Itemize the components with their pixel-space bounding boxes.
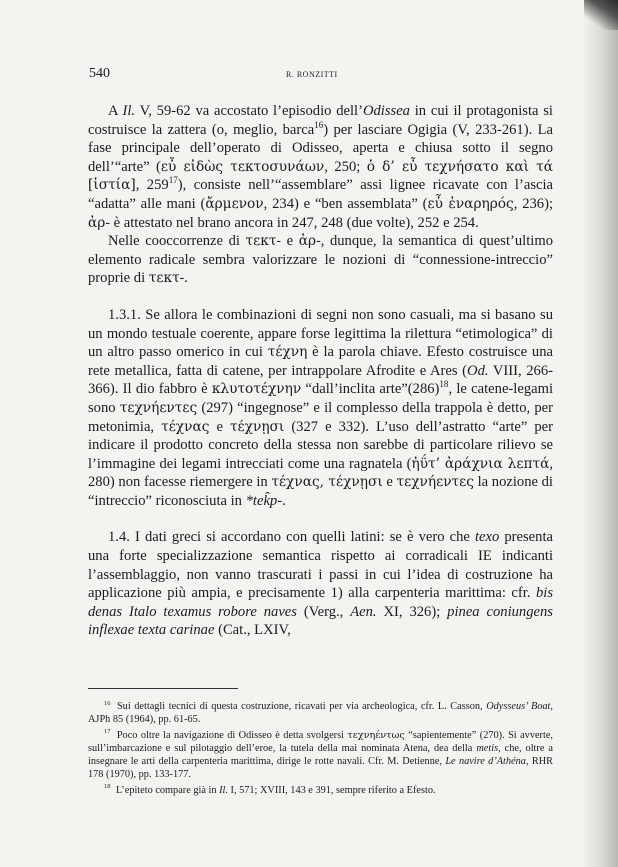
footnote-number: 16 [104,699,111,707]
text-span: . [282,492,286,509]
text-span: (297) “ingegnose” e il complesso della trappola è detto, per metonimia, [88,399,553,435]
footnotes [88,688,553,799]
text-span: XI, 326); [376,603,448,620]
greek-span: ὁ δ’ εὖ τεχνήσατο καὶ τά [ἱστία] [88,158,554,194]
greek-span: τεκτ- [245,233,282,250]
text-span: , 259 [135,177,169,194]
text-span: Nelle cooccorrenze di [108,233,246,250]
greek-span: κλυτοτέχνην [211,381,302,398]
greek-span: τέχνῃσι [229,418,285,435]
paragraph [88,232,553,288]
footnote-ref: 18 [439,379,449,390]
text-span: e [281,233,299,250]
text-span: , 250; [324,158,367,175]
text-span: ), consiste nell’“assemblare” assi lignee ricavate con l’ascia “adatta” alle mani ( [88,177,554,212]
text-span: , le catene-legami sono [88,381,553,416]
text-span: A [108,103,123,119]
italic-span: Odysseus’ Boat [486,701,551,712]
greek-span: τέχνας, τέχνῃσι [271,474,383,491]
text-span: in cui il protagonista si costruisce la zattera (o, meglio, barca [88,103,553,138]
greek-span: εὖ εἰδὼς τεκτοσυνάων [160,158,325,175]
page-number: 540 [89,66,110,81]
text-span: , dunque, la semantica di quest’ultimo elemento radicale sembra valorizzare le nozioni di “connessione-intreccio” proprie di [88,233,553,287]
italic-span: *tek̑p- [245,492,283,509]
text-span: , 236); [513,195,554,212]
italic-span: Il. [122,103,136,119]
text-span: è attestato nel brano ancora in 247, 248 (due volte), 252 e 254. [109,214,479,231]
footnote [88,784,553,797]
page-edge-shadow [582,0,618,867]
italic-span: Odissea [362,103,410,119]
main-text [88,102,553,640]
text-span: è la parola chiave. Efesto costruisce una rete metallica, fatta di catene, per intrappolare Afrodite e Ares ( [88,344,554,379]
text-span: 1.3.1. Se allora le combinazioni di segni non sono casuali, ma si basano su un mondo testuale coerente, appare forse legittima la rilettura “etimologica” di un altro passo omerico in cui [88,306,553,361]
footnote-ref: 16 [314,119,324,130]
text-span: (Cat., LXIV, [214,622,291,639]
footnote-ref: 17 [168,175,178,186]
italic-span: Il. [219,784,228,796]
text-span: , AJPh 85 (1964), pp. 61-65. [88,701,553,726]
footnote [88,700,553,727]
text-span: L’epiteto compare già in [113,784,220,796]
greek-span: ἀρ- [298,233,321,250]
text-span: (Verg., [296,603,351,620]
running-head: R. RONZITTI [286,70,338,79]
text-span: V, 59-62 va accostato l’episodio dell’ [135,103,363,119]
text-span: la nozione di “intreccio” riconosciuta in [88,474,553,509]
page-corner-fold [584,0,618,30]
footnote-number: 18 [104,783,111,791]
text-span: , RHR 178 (1970), pp. 133-177. [88,756,554,781]
greek-span: τεκτ- [148,270,185,287]
italic-span: bis denas Italo texamus robore naves [88,585,553,620]
paragraph [88,102,553,232]
text-span: “sapientemente” (270). Si avverte, sull’imbarcazione e sul pilotaggio dell’eroe, la tutela della mai nominata Atena, dea della [88,729,553,754]
text-span: e [382,474,397,491]
greek-span: τεχνήεντες [119,399,198,416]
italic-span: Od. [467,362,489,379]
greek-span: τεχνηέντως [347,729,405,741]
text-span: 1.4. I dati greci si accordano con quelli latini: se è vero che [108,529,475,546]
text-span: e [209,418,230,435]
greek-span: εὖ ἐναρηρός [427,195,514,212]
greek-span: τεχνήεντες [396,474,474,491]
italic-span: Le navire d’Athéna [445,756,526,768]
greek-span: τέχνας [161,418,210,435]
text-span: . [184,270,188,287]
greek-span: τέχνη [267,344,308,361]
text-span: “dall’inclita arte”(286) [301,381,440,398]
text-span: , 234) e “ben assemblata” ( [263,195,428,212]
greek-span: ἀρ- [88,214,110,231]
italic-span: metis [476,742,499,754]
paragraph [88,306,553,511]
greek-span: ἄρμενον [205,195,264,212]
paragraph [88,528,553,640]
footnote-rule [88,688,238,689]
text-span: ) per lasciare Ogigia (V, 233-261). La fase principale dell’operato di Odisseo, aperta e chiusa sotto il segno dell’“arte” ( [88,121,553,175]
italic-span: pinea coniungens inflexae texta carinae [88,603,553,639]
text-span: presenta una forte specializzazione semantica rispetto ai corradicali IE indicanti l’assemblaggio, non vanno trascurati i passi in cui l’idea di costruzione ha applicazione più ampia, e precisamente 1) alla carpenteria marittima: cfr. [88,529,553,602]
text-span: , che, oltre a insegnare le arti della carpenteria marittima, dirige le rotte navali. Cfr. M. Detienne, [88,742,553,768]
footnote [88,729,553,782]
text-span: Sui dettagli tecnici di questa costruzione, ricavati per via archeologica, cfr. L. Casson, [113,701,487,712]
page-header [0,66,618,86]
italic-span: Aen. [350,603,377,620]
text-span: , 280) non facesse riemergere in [88,455,554,491]
text-span: VIII, 266-366). Il dio fabbro è [88,362,553,398]
text-span: (327 e 332). L’uso dell’astratto “arte” per indicare il prodotto concreto della stessa non sarebbe di particolare rilievo se l’immagine dei legami intrecciati come una ragnatela ( [88,418,554,472]
greek-span: ἠΰτ’ ἀράχνια λεπτά [411,455,550,472]
text-span: I, 571; XVIII, 143 e 391, sempre riferito a Efesto. [227,784,436,796]
footnote-number: 17 [104,728,111,736]
text-span: Poco oltre la navigazione di Odisseo è detta svolgersi [113,729,348,741]
italic-span: texo [474,529,500,546]
